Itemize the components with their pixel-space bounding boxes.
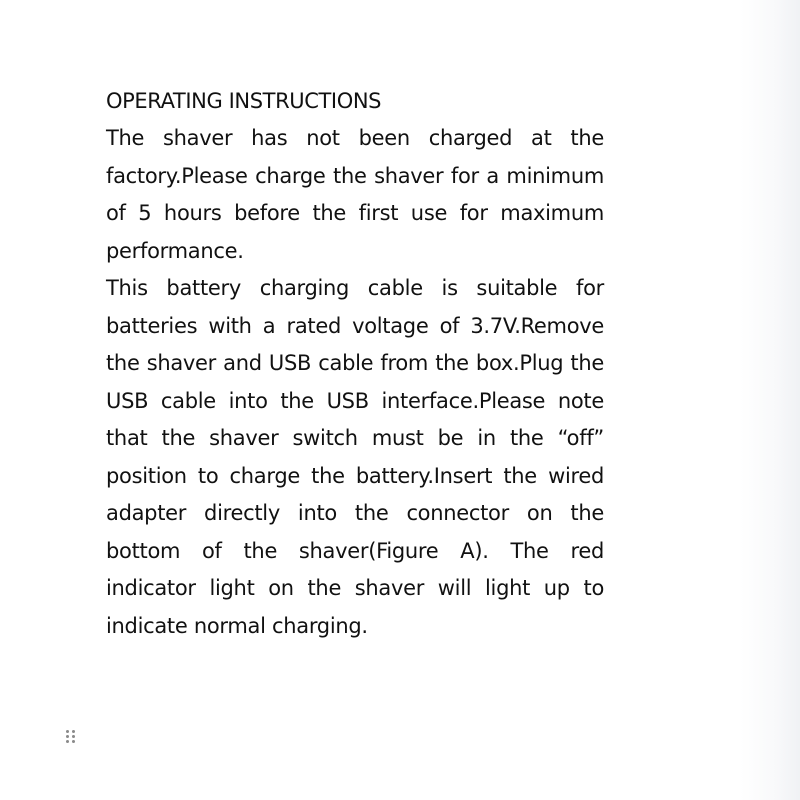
grip-dot	[66, 730, 69, 733]
paragraph-charging-instructions: This battery charging cable is suitable for batteries with a rated voltage of 3.7V.Remove the shaver and USB cable from the box.Plug the USB cable into the USB interface.Please note that the shaver switch must be in the “off” position to charge the battery.Insert the wired adapter directly into the connector on the bottom of the shaver(Figure A). The red indicator light on the shaver will light up to indicate normal charging.	[106, 276, 604, 638]
drag-handle-icon[interactable]	[66, 730, 78, 746]
grip-dot	[72, 735, 75, 738]
grip-dot	[72, 730, 75, 733]
grip-dot	[66, 735, 69, 738]
paragraph-charging-notice: The shaver has not been charged at the factory.Please charge the shaver for a minimum of 5 hours before the first use for maximum performance.	[106, 126, 604, 263]
grip-dot	[66, 740, 69, 743]
page-edge-shadow	[740, 0, 800, 800]
document-body	[106, 86, 604, 645]
page-title: OPERATING INSTRUCTIONS	[106, 89, 382, 113]
grip-dot	[72, 740, 75, 743]
